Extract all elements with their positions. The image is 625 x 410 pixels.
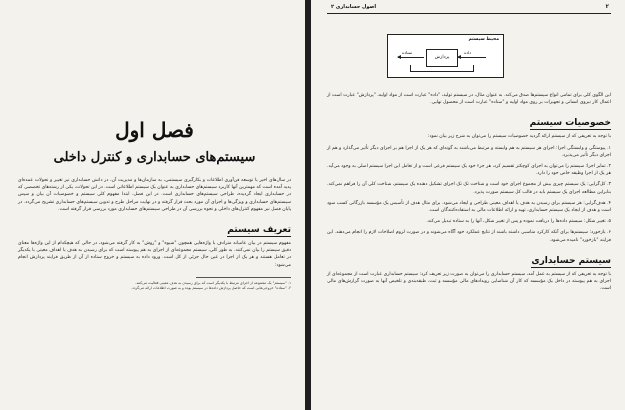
left-page <box>0 0 305 410</box>
system-environment-box <box>387 34 504 78</box>
process-box: پردازش <box>426 49 458 67</box>
chapter-subtitle: سیستم‌های حسابداری و کنترل داخلی <box>53 150 256 165</box>
footnote-2: ۲. "ستاده" خروجی‌هایی است که حاصل پردازش داده‌ها در سیستم بوده و به صورت اطلاعات ارائه می‌گردد. <box>131 286 291 291</box>
right-page-body <box>327 92 611 292</box>
chapter-title: فصل اول <box>115 118 194 142</box>
section-heading-system-definition: تعریف سیستم <box>227 225 291 236</box>
right-page <box>311 0 625 410</box>
diagram-explanation: این الگوی کلی برای تمامی انواع سیستم‌ها صدق می‌کند. به عنوان مثال، در سیستم تولید، "داده" عبارت است از مواد اولیه، "پردازش" عبارت است از اعمال کار نیروی انسانی و تجهیزات بر روی مواد اولیه و "ستاده" عبارت است از محصول نهایی. <box>327 93 611 106</box>
system-diagram <box>327 34 611 84</box>
section-paragraph: مفهوم سیستم در بیان عامیانه مترادف با واژه‌هایی همچون "شیوه" و "روش" به کار گرفته می‌شود، در حالی که هیچکدام از این واژه‌ها معنای دقیق سیستم را بیان نمی‌کنند. به طور کلی، سیستم مجموعه‌ای از اجزای به هم پیوسته است که برای رسیدن به هدف یا اهداف معینی با یکدیگر در تعامل هستند و هر یک از اجزا در عین حال جزئی از کل است. ورود داده به سیستم و خروج ستاده از آن از طریق فرایند پردازش انجام می‌شود: <box>18 241 291 268</box>
output-label: ستاده <box>402 50 413 55</box>
feedback-loop <box>410 65 474 72</box>
property-item-6: ۶. بازخورد: سیستم‌ها برای آنکه کارکرد مناسبی داشته باشند از نتایج عملکرد خود آگاه می‌شوند و در صورت لزوم اصلاحات لازم را انجام می‌دهند. این فرایند "بازخورد" نامیده می‌شود. <box>327 230 611 243</box>
properties-intro: با توجه به تعریفی که از سیستم ارائه گردید خصوصیات سیستم را می‌توان به شرح زیر بیان نمود: <box>427 134 611 140</box>
property-item-3: ۳. کل‌گرایی: یک سیستم چیزی بیش از مجموع اجزای خود است و شناخت تک تک اجزای تشکیل دهنده یک سیستم، شناخت کلی آن را فراهم نمی‌کند. بنابراین مطالعه اجزای یک سیستم باید در قالب کل سیستم صورت پذیرد. <box>327 182 611 195</box>
section-heading-system-properties: خصوصیات سیستم <box>529 118 611 129</box>
property-item-4: ۴. هدف‌گرایی: هر سیستم برای رسیدن به هدف یا اهداف معینی طراحی و ایجاد می‌شود. برای مثال هدف از تأسیس یک مؤسسه بازرگانی کسب سود است و هدف از ایجاد یک سیستم حسابداری، تهیه و ارائه اطلاعات مالی به استفاده‌کنندگان است. <box>327 200 611 214</box>
section-heading-accounting-system: سیستم حسابداری <box>531 255 611 266</box>
running-head: اصول حسابداری ۲ <box>331 4 377 10</box>
page-header <box>327 4 611 14</box>
intro-paragraph: در سال‌های اخیر با توسعه فن‌آوری اطلاعات و بکارگیری سیستمی، به سازمان‌ها و مدیریت آن، در دانش حسابداری نیز تغییر و تحولات عمده‌ای پدید آمده است که مهمترین آنها کاربرد سیستم‌های حسابداری به عنوان یک سیستم اطلاعاتی است. در این تحولات، یکی از رشته‌های تخصصی که در حسابداری ایجاد گردیده، طراحی سیستم‌های حسابداری است. در این فصل، ابتدا مفهوم کلی سیستم و خصوصیات آن بیان و سپس سیستم‌های حسابداری و ویژگی‌ها و اجزای آن مورد بحث قرار گرفته و در نهایت مراحل طرح و تدوین سیستم‌های حسابداری تشریح می‌گردد. در پایان فصل نیز مفهوم کنترل‌های داخلی و نحوه بررسی آن در طراحی سیستم‌های حسابداری مورد بررسی قرار گرفته است. <box>18 178 291 212</box>
property-item-2: ۲. تمایز اجزا: سیستم را می‌توان به اجزای کوچکتر تقسیم کرد، هر جزء خود یک سیستم فرعی است و از تعامل این اجزا سیستم اصلی به وجود می‌آید. هر یک از اجزا وظیفه خاص خود را دارد. <box>327 164 611 177</box>
input-arrow <box>458 57 486 58</box>
footnote-divider <box>196 277 291 278</box>
output-arrow <box>398 57 424 58</box>
property-item-5: ۵. تغییر شکل: سیستم داده‌ها را دریافت نموده و پس از تغییر شکل، آنها را به ستاده تبدیل می‌کند. <box>426 219 611 225</box>
accounting-system-paragraph: با توجه به تعریفی که از سیستم به عمل آمد، سیستم حسابداری را می‌توان به صورت زیر تعریف کرد: سیستم حسابداری عبارت است از مجموعه‌ای از اجزای به هم پیوسته در داخل یک مؤسسه که کار آن شناسایی رویدادهای مالی مؤسسه و ثبت، طبقه‌بندی و تلخیص آنها به صورت گزارش‌های مالی است. <box>327 271 611 292</box>
property-item-1: ۱. پیوستگی و وابستگی اجزا: اجزای هر سیستم به هم وابسته و مرتبط می‌باشند به گونه‌ای که هر یک از اجزا هم بر اجزای دیگر تأثیر می‌گذارد و هم از اجزای دیگر تأثیر می‌پذیرد. <box>327 145 611 158</box>
page-number: ۲ <box>605 4 609 10</box>
footnote-1: ۱. "سیستم" یک مجموعه از اجزای مرتبط با یکدیگر است که برای رسیدن به هدف معینی فعالیت می‌کنند. <box>135 280 291 285</box>
input-label: داده <box>464 50 472 55</box>
diagram-title: محیط سیستم <box>468 37 499 42</box>
